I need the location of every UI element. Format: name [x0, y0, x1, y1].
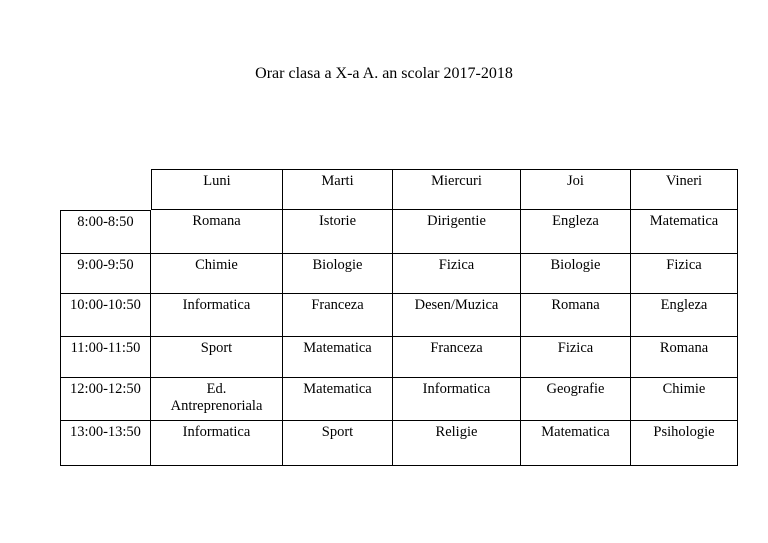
subject-cell: Sport	[151, 337, 283, 378]
subject-cell: Psihologie	[631, 421, 738, 466]
day-header-cell: Vineri	[631, 169, 738, 210]
subject-cell: Desen/Muzica	[393, 294, 521, 337]
time-slot-cell: 12:00-12:50	[60, 378, 151, 421]
subject-cell: Romana	[631, 337, 738, 378]
table-row	[60, 254, 738, 294]
subject-cell: Ed. Antreprenoriala	[151, 378, 283, 421]
subject-cell: Matematica	[631, 210, 738, 254]
subject-cell: Dirigentie	[393, 210, 521, 254]
subject-cell: Sport	[283, 421, 393, 466]
timetable	[60, 169, 738, 466]
day-header-cell: Luni	[151, 169, 283, 210]
subject-cell: Chimie	[631, 378, 738, 421]
subject-cell: Engleza	[631, 294, 738, 337]
subject-cell: Franceza	[283, 294, 393, 337]
subject-cell: Matematica	[283, 337, 393, 378]
subject-cell: Matematica	[521, 421, 631, 466]
subject-cell: Biologie	[521, 254, 631, 294]
day-header-cell: Joi	[521, 169, 631, 210]
header-row	[60, 169, 738, 210]
time-slot-cell: 11:00-11:50	[60, 337, 151, 378]
subject-cell: Informatica	[151, 294, 283, 337]
subject-cell: Informatica	[151, 421, 283, 466]
subject-cell: Biologie	[283, 254, 393, 294]
subject-cell: Fizica	[631, 254, 738, 294]
subject-cell: Franceza	[393, 337, 521, 378]
subject-cell: Informatica	[393, 378, 521, 421]
day-header-cell: Marti	[283, 169, 393, 210]
subject-cell: Istorie	[283, 210, 393, 254]
day-header-cell: Miercuri	[393, 169, 521, 210]
subject-cell: Fizica	[393, 254, 521, 294]
time-slot-cell: 13:00-13:50	[60, 421, 151, 466]
time-slot-cell: 9:00-9:50	[60, 254, 151, 294]
subject-cell: Romana	[521, 294, 631, 337]
time-slot-cell: 8:00-8:50	[60, 210, 151, 254]
subject-cell: Chimie	[151, 254, 283, 294]
table-row	[60, 421, 738, 466]
table-row	[60, 378, 738, 421]
subject-cell: Fizica	[521, 337, 631, 378]
page-title: Orar clasa a X-a A. an scolar 2017-2018	[255, 65, 513, 82]
table-row	[60, 337, 738, 378]
subject-cell: Romana	[151, 210, 283, 254]
subject-cell: Matematica	[283, 378, 393, 421]
table-row	[60, 210, 738, 254]
header-corner-cell	[60, 169, 151, 210]
subject-cell: Religie	[393, 421, 521, 466]
table-row	[60, 294, 738, 337]
time-slot-cell: 10:00-10:50	[60, 294, 151, 337]
subject-cell: Geografie	[521, 378, 631, 421]
subject-cell: Engleza	[521, 210, 631, 254]
